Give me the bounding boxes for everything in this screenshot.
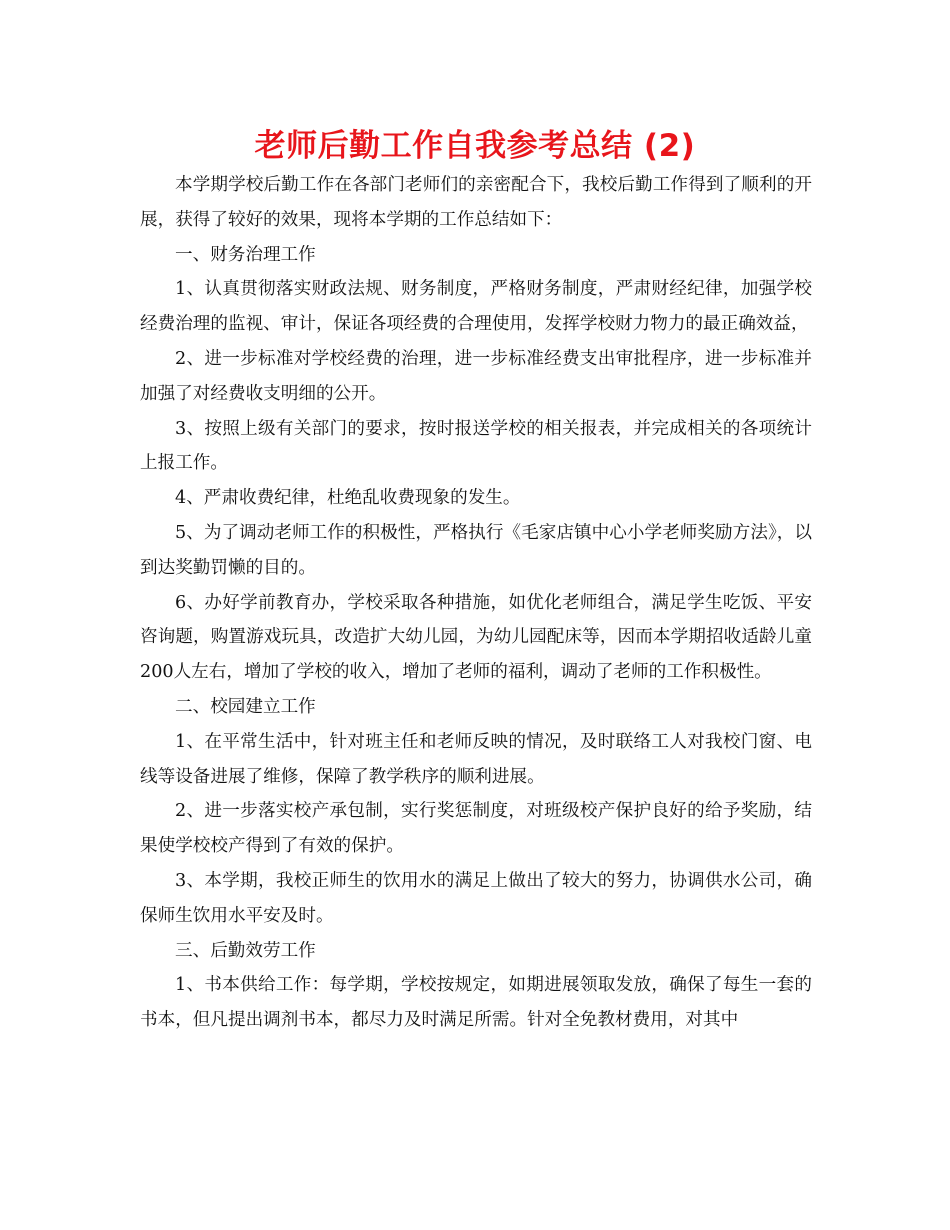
paragraph-service-1: 1、书本供给工作：每学期，学校按规定，如期进展领取发放，确保了每生一套的书本，但凡提出调剂书本，都尽力及时满足所需。针对全免教材费用，对其中 [140, 975, 812, 1031]
paragraph-campus-3: 3、本学期，我校正师生的饮用水的满足上做出了较大的努力，协调供水公司，确保师生饮用水平安及时。 [140, 870, 812, 926]
section-heading-service: 三、后勤效劳工作 [175, 940, 316, 961]
paragraph-campus-1: 1、在平常生活中，针对班主任和老师反映的情况，及时联络工人对我校门窗、电线等设备进展了维修，保障了教学秩序的顺利进展。 [140, 731, 812, 787]
paragraph-finance-3: 3、按照上级有关部门的要求，按时报送学校的相关报表，并完成相关的各项统计上报工作。 [140, 418, 812, 474]
document-body [140, 168, 812, 1038]
paragraph-finance-6: 6、办好学前教育办，学校采取各种措施，如优化老师组合，满足学生吃饭、平安咨询题，购置游戏玩具，改造扩大幼儿园，为幼儿园配床等，因而本学期招收适龄儿童200人左右，增加了学校的收入，增加了老师的福利，调动了老师的工作积极性。 [140, 592, 812, 683]
paragraph-finance-1: 1、认真贯彻落实财政法规、财务制度，严格财务制度，严肃财经纪律，加强学校经费治理的监视、审计，保证各项经费的合理使用，发挥学校财力物力的最正确效益， [140, 279, 812, 335]
paragraph-finance-4: 4、严肃收费纪律，杜绝乱收费现象的发生。 [175, 488, 521, 509]
paragraph-finance-5: 5、为了调动老师工作的积极性，严格执行《毛家店镇中心小学老师奖励方法》，以到达奖勤罚懒的目的。 [140, 522, 812, 578]
document-title: 老师后勤工作自我参考总结 (2) [254, 128, 696, 164]
section-heading-campus: 二、校园建立工作 [175, 696, 316, 717]
paragraph-finance-2: 2、进一步标准对学校经费的治理，进一步标准经费支出审批程序，进一步标准并加强了对经费收支明细的公开。 [140, 348, 812, 404]
paragraph-intro: 本学期学校后勤工作在各部门老师们的亲密配合下，我校后勤工作得到了顺利的开展，获得了较好的效果，现将本学期的工作总结如下： [140, 175, 812, 230]
section-heading-finance: 一、财务治理工作 [175, 244, 316, 265]
paragraph-campus-2: 2、进一步落实校产承包制，实行奖惩制度，对班级校产保护良好的给予奖励，结果使学校校产得到了有效的保护。 [140, 801, 812, 857]
